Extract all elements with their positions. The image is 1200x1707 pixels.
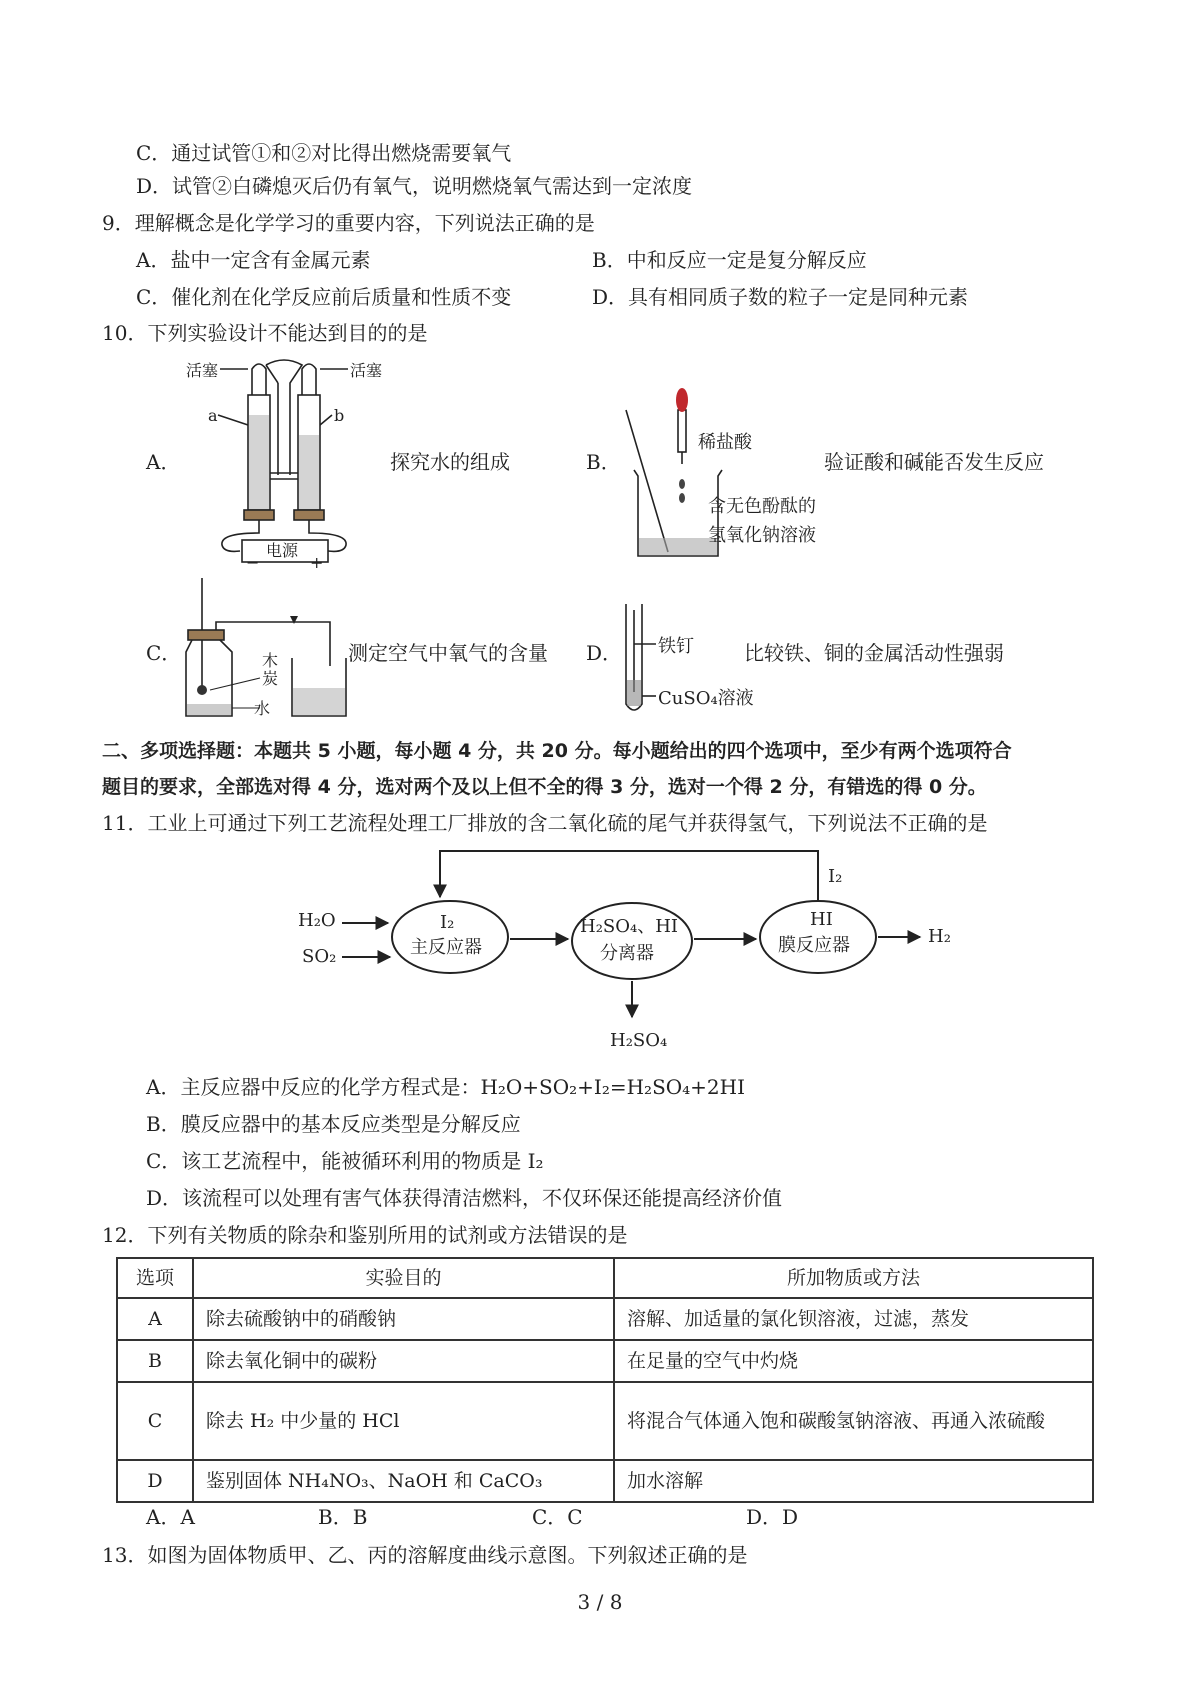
header-purpose: 实验目的 bbox=[193, 1258, 614, 1298]
main-reactor-top: I₂ bbox=[440, 912, 455, 933]
electrolysis-apparatus-diagram bbox=[180, 355, 383, 565]
cell-purpose: 除去硫酸钠中的硝酸钠 bbox=[193, 1298, 614, 1340]
table-row bbox=[117, 1340, 1093, 1382]
solution-label-1: 含无色酚酞的 bbox=[708, 496, 816, 517]
q9-option-c: C．催化剂在化学反应前后质量和性质不变 bbox=[136, 285, 512, 309]
cell-method: 加水溶解 bbox=[614, 1460, 1093, 1502]
output-h2so4-label: H₂SO₄ bbox=[610, 1030, 668, 1051]
flow-input-h2o: H₂O bbox=[298, 910, 336, 931]
q10-a-desc: 探究水的组成 bbox=[390, 450, 510, 474]
table-header-row bbox=[117, 1258, 1093, 1298]
q9-option-d: D．具有相同质子数的粒子一定是同种元素 bbox=[592, 285, 969, 309]
separator-label: 分离器 bbox=[600, 943, 654, 964]
dropper-label: 稀盐酸 bbox=[698, 432, 752, 453]
q12-option-a: A．A bbox=[146, 1505, 195, 1529]
cell-purpose: 鉴别固体 NH₄NO₃、NaOH 和 CaCO₃ bbox=[193, 1460, 614, 1502]
tube-a-label: a bbox=[208, 406, 218, 425]
power-label: 电源 bbox=[266, 541, 299, 560]
cell-option: C bbox=[117, 1382, 193, 1460]
q11-option-b: B．膜反应器中的基本反应类型是分解反应 bbox=[146, 1112, 521, 1136]
q10-b-letter: B． bbox=[586, 450, 621, 474]
cell-option: A bbox=[117, 1298, 193, 1340]
q10-c-desc: 测定空气中氧气的含量 bbox=[348, 641, 548, 665]
q11-option-d: D．该流程可以处理有害气体获得清洁燃料，不仅环保还能提高经济价值 bbox=[146, 1186, 783, 1210]
cell-purpose: 除去 H₂ 中少量的 HCl bbox=[193, 1382, 614, 1460]
valve-left-label: 活塞 bbox=[186, 361, 219, 380]
cell-method: 将混合气体通入饱和碳酸氢钠溶液、再通入浓硫酸 bbox=[614, 1382, 1093, 1460]
q8-option-c: C．通过试管①和②对比得出燃烧需要氧气 bbox=[136, 141, 512, 165]
q12-option-b: B．B bbox=[318, 1505, 368, 1529]
q12-option-c: C．C bbox=[532, 1505, 583, 1529]
tube-b-label: b bbox=[334, 406, 345, 425]
q12-table bbox=[116, 1257, 1094, 1503]
oxygen-measurement-diagram bbox=[180, 578, 360, 718]
charcoal-label-1: 木 bbox=[262, 651, 279, 670]
q10-b-desc: 验证酸和碱能否发生反应 bbox=[824, 450, 1044, 474]
section-2-heading-line1: 二、多项选择题：本题共 5 小题，每小题 4 分，共 20 分。每小题给出的四个选项中，至少有两个选项符合 bbox=[102, 740, 1012, 762]
water-label: 水 bbox=[254, 699, 271, 718]
solution-label-2: 氢氧化钠溶液 bbox=[708, 525, 816, 546]
table-row bbox=[117, 1460, 1093, 1502]
q9-option-a: A．盐中一定含有金属元素 bbox=[136, 248, 371, 272]
q11-stem: 11．工业上可通过下列工艺流程处理工厂排放的含二氧化硫的尾气并获得氢气，下列说法不正确的是 bbox=[102, 811, 988, 835]
recycle-i2-label: I₂ bbox=[828, 866, 843, 887]
q10-c-letter: C． bbox=[146, 641, 182, 665]
table-row bbox=[117, 1382, 1093, 1460]
q10-a-letter: A． bbox=[146, 450, 181, 474]
q10-stem: 10．下列实验设计不能达到目的的是 bbox=[102, 321, 428, 345]
membrane-reactor-top: HI bbox=[810, 909, 833, 930]
nail-label: 铁钉 bbox=[658, 636, 694, 657]
q11-option-a: A．主反应器中反应的化学方程式是：H₂O+SO₂+I₂=H₂SO₄+2HI bbox=[146, 1075, 746, 1099]
table-row bbox=[117, 1298, 1093, 1340]
q12-stem: 12．下列有关物质的除杂和鉴别所用的试剂或方法错误的是 bbox=[102, 1223, 628, 1247]
plus-label: + bbox=[310, 553, 324, 572]
minus-label: − bbox=[246, 553, 260, 572]
header-option: 选项 bbox=[117, 1258, 193, 1298]
q12-option-d: D．D bbox=[746, 1505, 799, 1529]
valve-right-label: 活塞 bbox=[350, 361, 383, 380]
q8-option-d: D．试管②白磷熄灭后仍有氧气，说明燃烧氧气需达到一定浓度 bbox=[136, 174, 693, 198]
q13-stem: 13．如图为固体物质甲、乙、丙的溶解度曲线示意图。下列叙述正确的是 bbox=[102, 1543, 748, 1567]
q10-d-letter: D． bbox=[586, 641, 623, 665]
cell-option: D bbox=[117, 1460, 193, 1502]
q10-d-desc: 比较铁、铜的金属活动性强弱 bbox=[744, 641, 1004, 665]
cell-method: 在足量的空气中灼烧 bbox=[614, 1340, 1093, 1382]
separator-top: H₂SO₄、HI bbox=[580, 916, 679, 937]
flow-input-so2: SO₂ bbox=[302, 946, 337, 967]
q9-stem: 9．理解概念是化学学习的重要内容，下列说法正确的是 bbox=[102, 211, 595, 235]
q11-option-c: C．该工艺流程中，能被循环利用的物质是 I₂ bbox=[146, 1149, 544, 1173]
page-number: 3 / 8 bbox=[577, 1590, 623, 1614]
cell-purpose: 除去氧化铜中的碳粉 bbox=[193, 1340, 614, 1382]
cell-method: 溶解、加适量的氯化钡溶液，过滤，蒸发 bbox=[614, 1298, 1093, 1340]
section-2-heading-line2: 题目的要求，全部选对得 4 分，选对两个及以上但不全的得 3 分，选对一个得 2 分，有错选的得 0 分。 bbox=[102, 776, 987, 798]
cell-option: B bbox=[117, 1340, 193, 1382]
charcoal-label-2: 炭 bbox=[262, 669, 279, 688]
membrane-reactor-label: 膜反应器 bbox=[778, 935, 850, 956]
header-method: 所加物质或方法 bbox=[614, 1258, 1093, 1298]
main-reactor-label: 主反应器 bbox=[410, 937, 482, 958]
output-h2-label: H₂ bbox=[928, 926, 951, 947]
cuso4-label: CuSO₄溶液 bbox=[658, 688, 754, 709]
q9-option-b: B．中和反应一定是复分解反应 bbox=[592, 248, 867, 272]
